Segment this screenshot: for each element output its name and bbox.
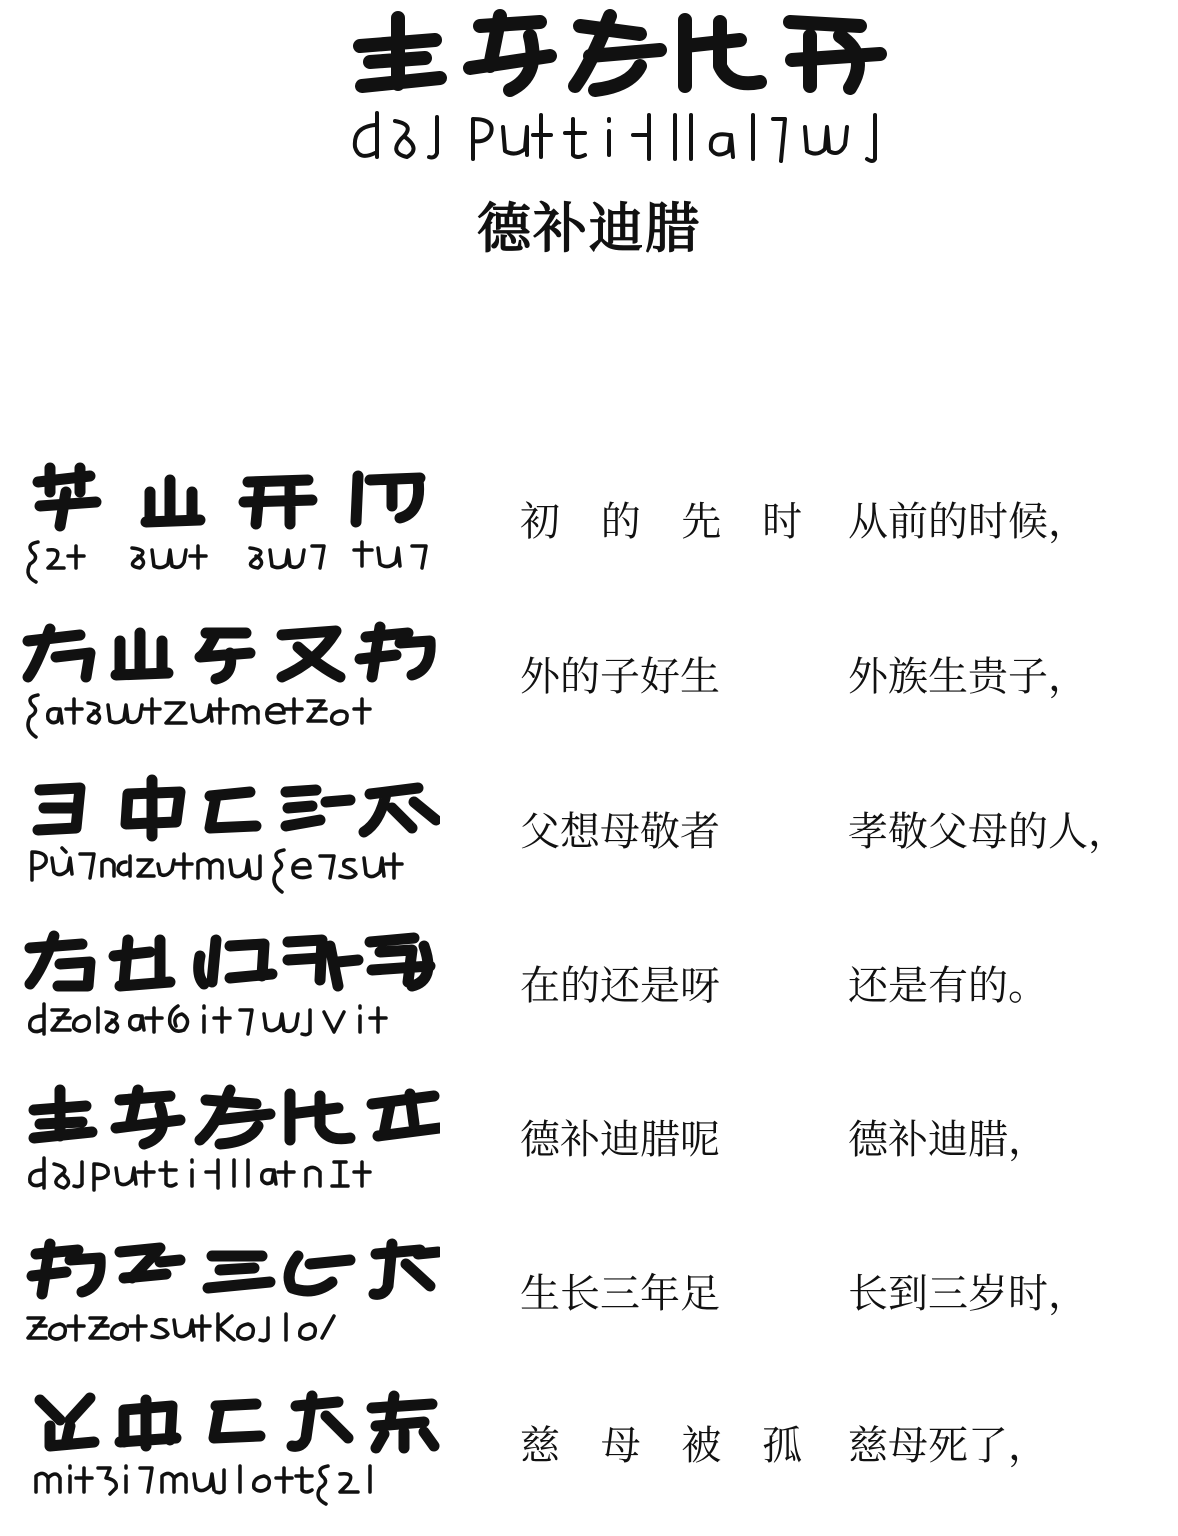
verse-row-7 (0, 1386, 1178, 1536)
romanization-row-1 (22, 536, 442, 588)
verse-row-4 (0, 926, 1178, 1076)
romanization-row-6 (22, 1308, 442, 1360)
header (0, 0, 1178, 270)
translation-row-2: 外族生贵子， (848, 654, 1088, 700)
translation-row-4: 还是有的。 (848, 963, 1048, 1009)
literal-gloss-row-1: 初 的 先 时 (520, 499, 817, 545)
romanization-row-3 (22, 846, 442, 898)
romanization-row-7 (22, 1460, 442, 1512)
script-glyphs-row-1 (20, 462, 440, 534)
translation-row-1: 从前的时候， (848, 499, 1088, 545)
script-glyphs-row-4 (20, 926, 440, 998)
script-glyphs-row-7 (20, 1386, 440, 1458)
verse-row-6 (0, 1234, 1178, 1384)
translation-row-5: 德补迪腊， (848, 1117, 1048, 1163)
literal-gloss-row-3: 父想母敬者 (520, 809, 720, 855)
romanization-row-5 (22, 1154, 442, 1206)
script-glyphs-row-5 (20, 1080, 440, 1152)
script-glyphs-row-6 (20, 1234, 440, 1306)
romanization-row-4 (22, 1000, 442, 1052)
script-glyphs-row-3 (20, 772, 440, 844)
literal-gloss-row-7: 慈 母 被 孤 (520, 1423, 817, 1469)
literal-gloss-row-6: 生长三年足 (520, 1271, 720, 1317)
verse-row-3 (0, 772, 1178, 922)
literal-gloss-row-5: 德补迪腊呢 (520, 1117, 720, 1163)
title-script-glyphs (340, 6, 900, 98)
translation-row-7: 慈母死了， (848, 1423, 1048, 1469)
verse-row-5 (0, 1080, 1178, 1230)
literal-gloss-row-2: 外的子好生 (520, 654, 720, 700)
romanization-row-2 (22, 691, 442, 743)
script-glyphs-row-2 (20, 617, 440, 689)
title-romanization (345, 105, 915, 165)
literal-gloss-row-4: 在的还是呀 (520, 963, 720, 1009)
title-chinese: 德补迪腊 (477, 197, 701, 260)
verse-row-2 (0, 617, 1178, 767)
translation-row-3: 孝敬父母的人， (848, 809, 1128, 855)
translation-row-6: 长到三岁时， (848, 1271, 1088, 1317)
verse-row-1 (0, 462, 1178, 612)
